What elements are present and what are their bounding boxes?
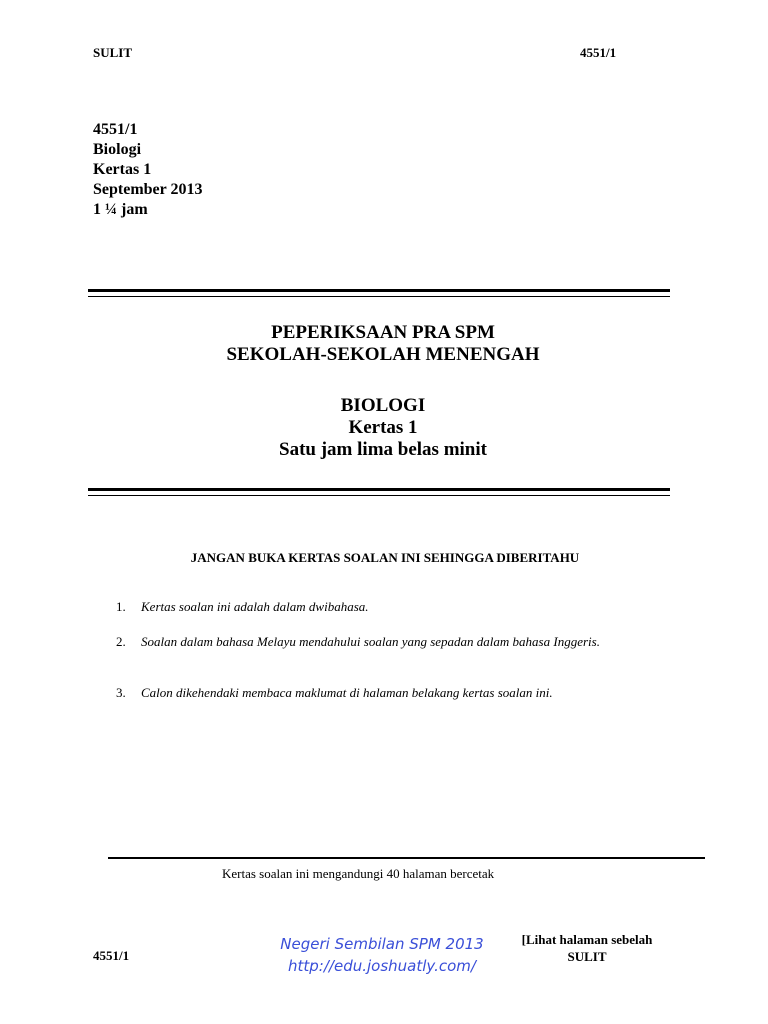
watermark-line1: Negeri Sembilan SPM 2013: [280, 935, 484, 953]
subject-name: BIOLOGI: [340, 395, 426, 416]
exam-title-line1: PEPERIKSAAN PRA SPM: [271, 322, 495, 343]
exam-title: [88, 322, 678, 366]
meta-code: 4551/1: [93, 121, 138, 138]
top-rule-2: [88, 296, 670, 297]
instruction-number: 1.: [116, 599, 126, 614]
bottom-rule-1: [88, 488, 670, 491]
paper-meta: [93, 120, 202, 220]
exam-title-line2: SEKOLAH-SEKOLAH MENENGAH: [226, 344, 540, 365]
footer-left-code: 4551/1: [93, 948, 130, 963]
subject-paper: Kertas 1: [348, 417, 418, 438]
meta-paper: Kertas 1: [93, 161, 152, 178]
top-rule-1: [88, 289, 670, 292]
page-count-note: Kertas soalan ini mengandungi 40 halaman bercetak: [222, 866, 495, 881]
meta-subject: Biologi: [93, 141, 142, 158]
subject-time: Satu jam lima belas minit: [279, 439, 487, 460]
watermark-url: http://edu.joshuatly.com/: [288, 957, 476, 975]
meta-duration: 1 ¼ jam: [93, 201, 148, 218]
footer-sulit: SULIT: [567, 949, 607, 964]
instruction-number: 2.: [116, 634, 126, 649]
instruction-text: Soalan dalam bahasa Melayu mendahului soalan yang sepadan dalam bahasa Inggeris.: [141, 634, 600, 649]
next-page-note: [Lihat halaman sebelah: [521, 932, 653, 947]
header-left-label: SULIT: [93, 45, 133, 60]
header-right-code: 4551/1: [580, 45, 617, 60]
instruction-text: Calon dikehendaki membaca maklumat di halaman belakang kertas soalan ini.: [141, 685, 553, 700]
subject-block: [88, 395, 678, 461]
watermark: [262, 933, 502, 977]
instruction-number: 3.: [116, 685, 126, 700]
footer-rule: [108, 857, 705, 859]
instruction-text: Kertas soalan ini adalah dalam dwibahasa.: [141, 599, 369, 614]
meta-date: September 2013: [93, 181, 203, 198]
warning-notice: JANGAN BUKA KERTAS SOALAN INI SEHINGGA DIBERITAHU: [190, 550, 580, 565]
footer-right: [507, 931, 667, 965]
bottom-rule-2: [88, 495, 670, 496]
